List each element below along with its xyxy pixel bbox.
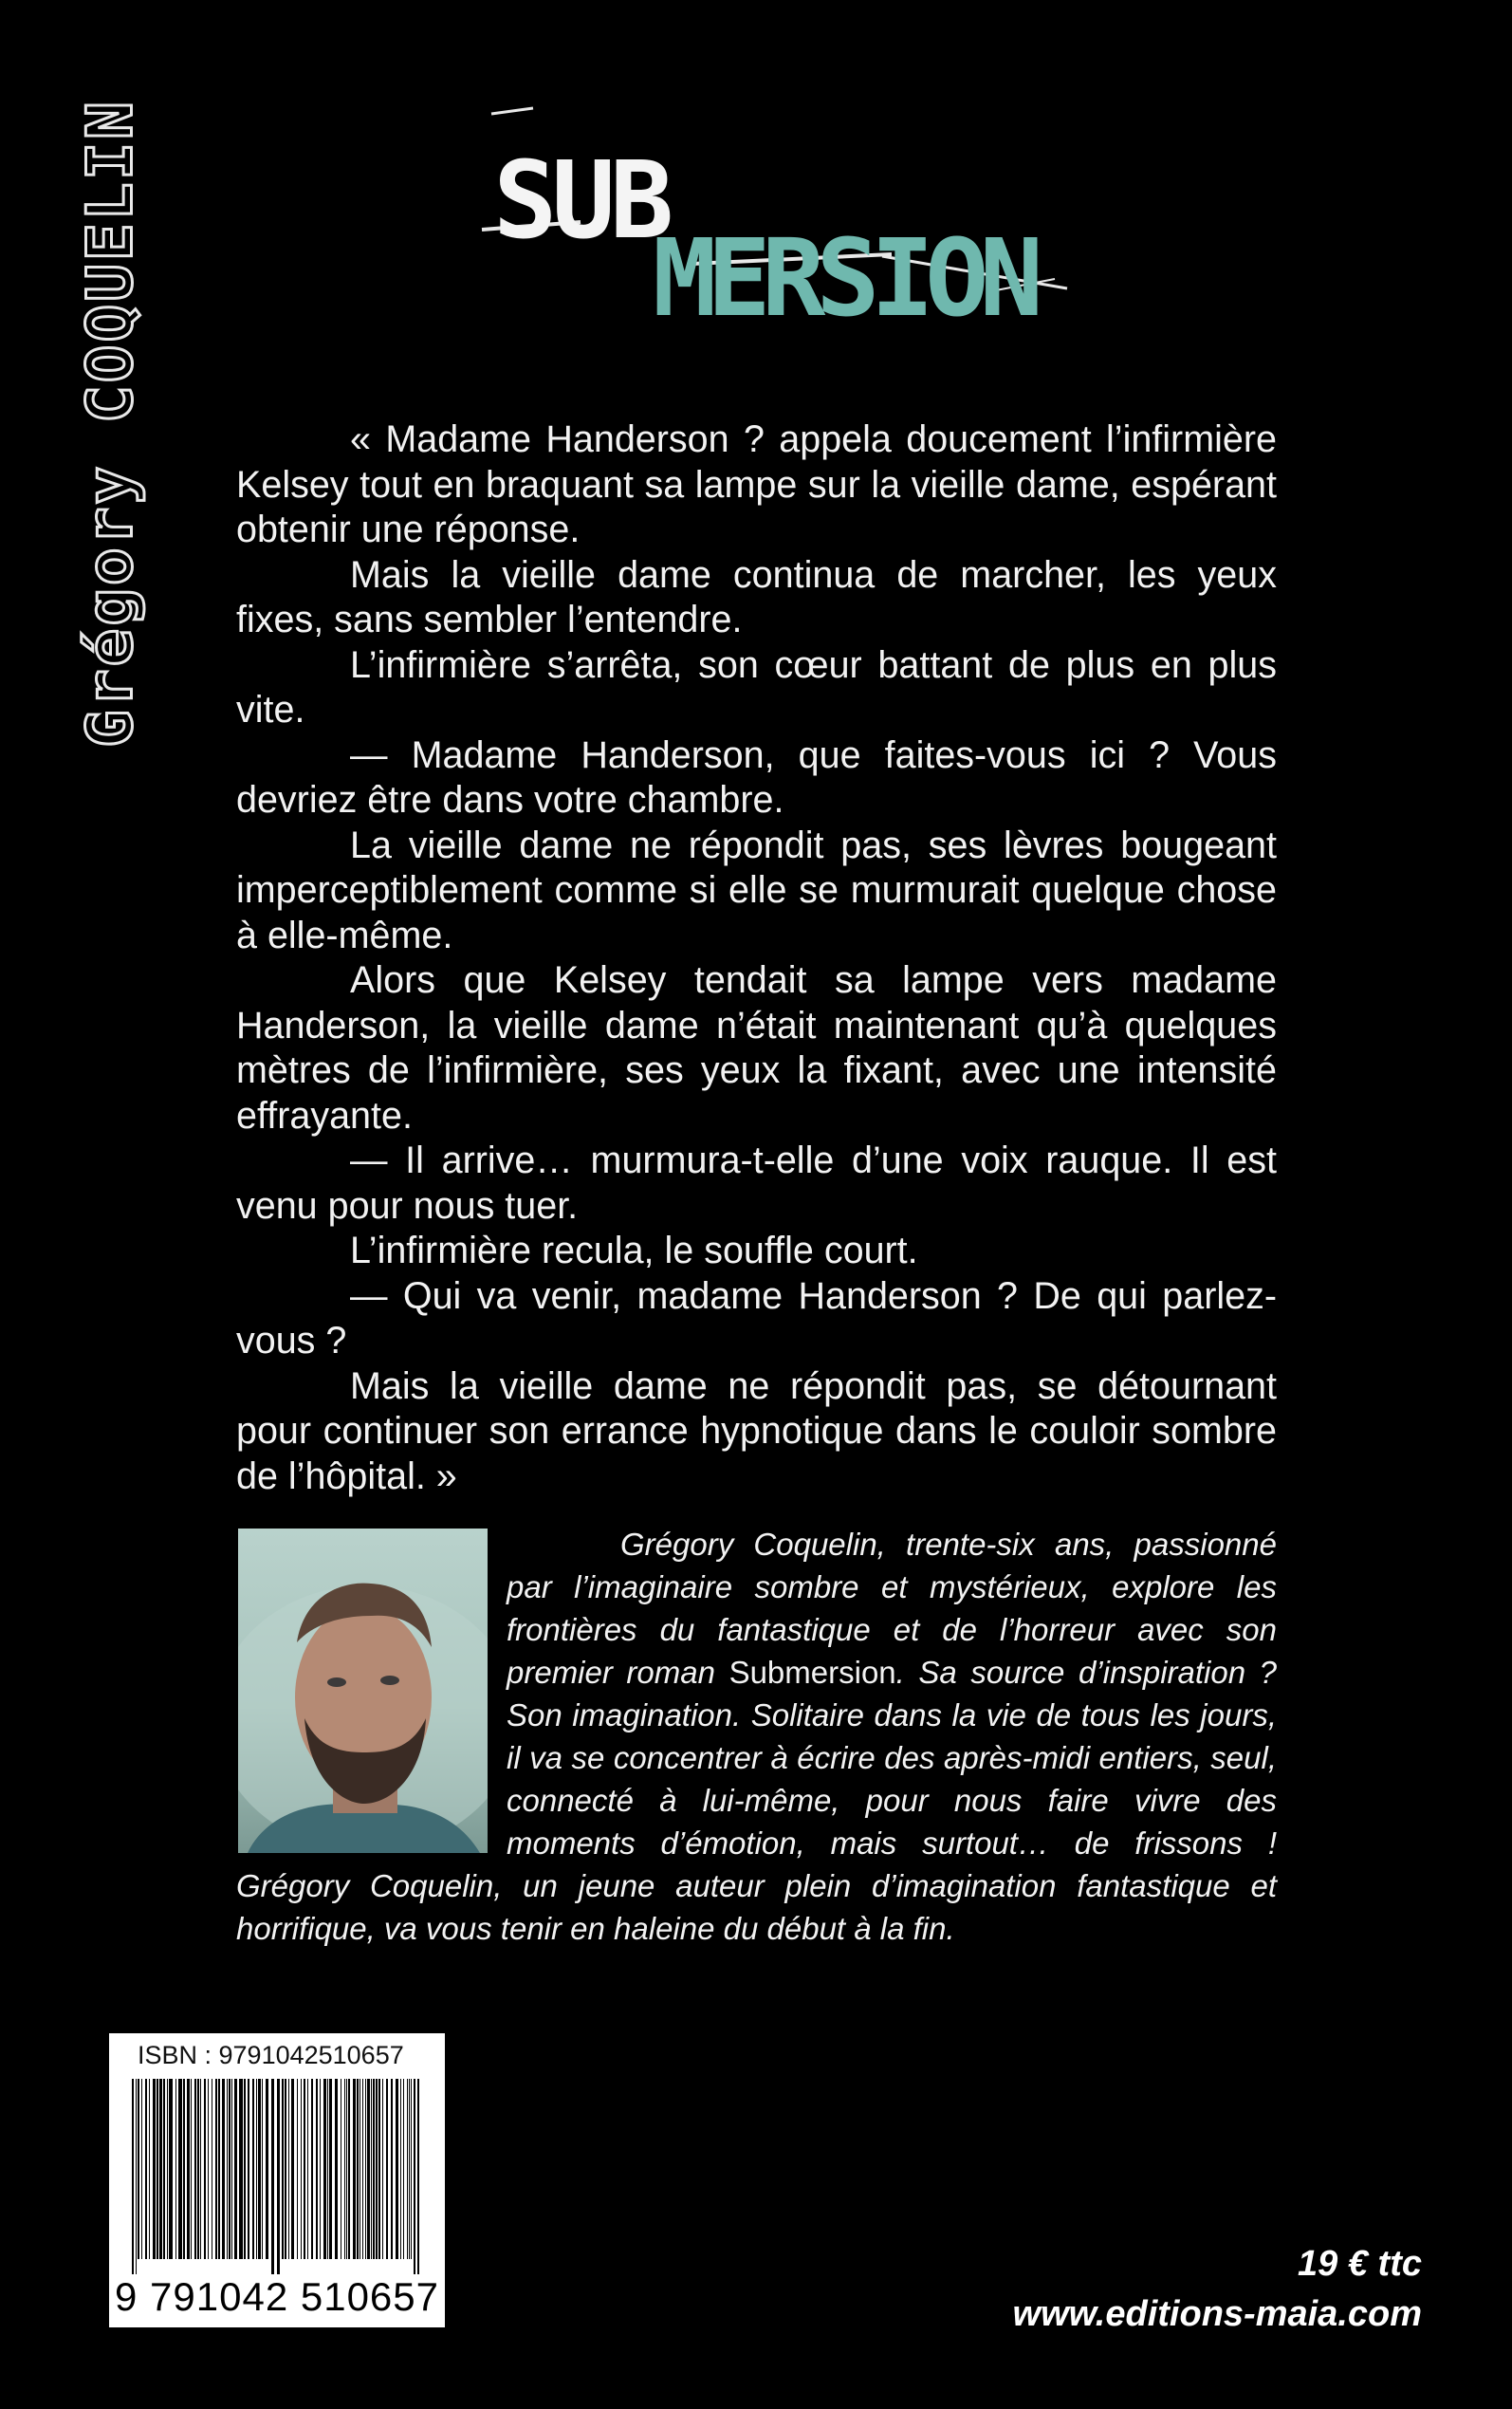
barcode-bar <box>204 2079 206 2259</box>
barcode-bar <box>346 2079 347 2259</box>
excerpt-paragraph: Alors que Kelsey tendait sa lampe vers madame Handerson, la vieille dame n’était maintenant qu’à quelques mètres de l’infirmière, ses yeux la fixant, avec une intensité effrayante. <box>236 959 1277 1137</box>
barcode-bars <box>132 2079 422 2274</box>
barcode-bar <box>409 2079 410 2259</box>
barcode-bar <box>417 2079 419 2274</box>
barcode-bar <box>244 2079 246 2259</box>
excerpt-paragraph: L’infirmière recula, le souffle court. <box>350 1230 918 1271</box>
barcode-bar <box>282 2079 284 2259</box>
barcode-bar <box>153 2079 156 2259</box>
barcode-bar <box>297 2079 298 2259</box>
excerpt-paragraph: Mais la vieille dame ne répondit pas, se détournant pour continuer son errance hypnotique dans le couloir sombre de l’hôpital. » <box>236 1364 1277 1497</box>
barcode-bar <box>239 2079 243 2259</box>
barcode-bar <box>400 2079 401 2259</box>
bio-text-end: . Sa source d’inspiration ? Son imagination. Solitaire dans la vie de tous les jours, il va se concentrer à écrire des après-midi entiers, seul, connecté à lui-même, pour nous faire vivre des moments d’émotion, mais surtout… de frissons ! Grégory Coquelin, un jeune auteur plein d’imagination fantastique et horrifique, va vous tenir en haleine du début à la fin. <box>236 1655 1278 1946</box>
barcode-bar <box>141 2079 142 2259</box>
barcode-bar <box>329 2079 332 2259</box>
barcode-bar <box>371 2079 372 2259</box>
barcode-bar <box>376 2079 378 2259</box>
barcode-bar <box>335 2079 338 2259</box>
barcode-bar <box>285 2079 286 2259</box>
excerpt-paragraph: — Madame Handerson, que faites-vous ici ? Vous devriez être dans votre chambre. <box>236 733 1277 821</box>
barcode-bar <box>327 2079 328 2259</box>
barcode-bar <box>149 2079 150 2259</box>
barcode-bar <box>391 2079 393 2259</box>
title-part-mersion: MERSION <box>653 217 1035 341</box>
barcode-bar <box>367 2079 370 2259</box>
barcode-bar <box>386 2079 388 2259</box>
barcode-bar <box>218 2079 220 2259</box>
barcode-bar <box>208 2079 209 2259</box>
barcode-bar <box>320 2079 321 2259</box>
barcode-bar <box>288 2079 289 2259</box>
barcode-bar <box>373 2079 375 2259</box>
barcode-bar <box>271 2079 274 2274</box>
isbn-barcode <box>109 2033 445 2327</box>
barcode-bar <box>382 2079 383 2259</box>
barcode-bar <box>357 2079 359 2259</box>
barcode-bar <box>200 2079 201 2259</box>
barcode-bar <box>231 2079 232 2259</box>
barcode-digits: 9 791042 510657 <box>115 2274 439 2319</box>
barcode-bar <box>136 2079 137 2274</box>
barcode-bar <box>411 2079 412 2259</box>
barcode-bar <box>175 2079 176 2259</box>
back-cover-excerpt <box>236 417 1277 1499</box>
barcode-bar <box>316 2079 318 2259</box>
barcode-bar <box>414 2079 415 2274</box>
barcode-bar <box>183 2079 185 2259</box>
barcode-bar <box>197 2079 199 2259</box>
barcode-bar <box>353 2079 356 2259</box>
barcode-bar <box>291 2079 294 2259</box>
barcode-bar <box>344 2079 345 2259</box>
excerpt-paragraph: — Qui va venir, madame Handerson ? De qui parlez-vous ? <box>236 1274 1277 1362</box>
barcode-bar <box>227 2079 228 2259</box>
excerpt-paragraph: — Il arrive… murmura-t-elle d’une voix rauque. Il est venu pour nous tuer. <box>236 1140 1277 1227</box>
book-title-logo <box>474 104 1081 351</box>
barcode-bar <box>132 2079 134 2274</box>
price: 19 € ttc <box>1298 2244 1422 2284</box>
barcode-bar <box>323 2079 326 2259</box>
barcode-bar <box>187 2079 190 2259</box>
barcode-bar <box>163 2079 165 2259</box>
barcode-bar <box>365 2079 366 2259</box>
excerpt-paragraph: « Madame Handerson ? appela doucement l’infirmière Kelsey tout en braquant sa lampe sur la vieille dame, espérant obtenir une réponse. <box>236 418 1277 550</box>
bio-book-title: Submersion <box>728 1655 896 1690</box>
barcode-bar <box>229 2079 230 2259</box>
barcode-bar <box>252 2079 254 2259</box>
barcode-bar <box>157 2079 158 2259</box>
barcode-bar <box>348 2079 350 2259</box>
barcode-bar <box>262 2079 263 2259</box>
author-bio <box>236 1523 1277 1950</box>
excerpt-paragraph: Mais la vieille dame continua de marcher, les yeux fixes, sans sembler l’entendre. <box>236 553 1277 640</box>
barcode-bar <box>159 2079 162 2259</box>
barcode-bar <box>234 2079 237 2259</box>
barcode-bar <box>248 2079 249 2259</box>
barcode-bar <box>403 2079 404 2259</box>
barcode-bar <box>301 2079 302 2259</box>
publisher-website[interactable]: www.editions-maia.com <box>1012 2294 1422 2334</box>
barcode-bar <box>169 2079 173 2259</box>
barcode-bar <box>396 2079 398 2259</box>
spine-author-name: Grégory COQUELIN <box>73 99 147 748</box>
barcode-bar <box>178 2079 182 2259</box>
barcode-bar <box>266 2079 268 2259</box>
barcode-bar <box>215 2079 217 2259</box>
title-part-sub: SUB <box>493 139 669 263</box>
excerpt-paragraph: L’infirmière s’arrêta, son cœur battant de plus en plus vite. <box>236 643 1277 731</box>
barcode-bar <box>378 2079 380 2259</box>
barcode-bar <box>138 2079 139 2259</box>
title-scratch <box>491 108 533 114</box>
bio-text-start: Grégory Coquelin, trente-six ans, passionné par l’imaginaire sombre et mystérieux, explore les frontières du fantastique et de l’horreur avec son premier roman <box>507 1527 1277 1690</box>
barcode-bar <box>167 2079 168 2259</box>
barcode-bar <box>362 2079 363 2259</box>
barcode-bar <box>194 2079 196 2259</box>
barcode-bar <box>311 2079 313 2259</box>
barcode-bar <box>145 2079 147 2259</box>
barcode-bar <box>191 2079 192 2259</box>
barcode-bar <box>222 2079 225 2259</box>
barcode-bar <box>258 2079 261 2259</box>
excerpt-paragraph: La vieille dame ne répondit pas, ses lèvres bougeant imperceptiblement comme si elle se murmurait quelque chose à elle-même. <box>236 824 1277 956</box>
isbn-label: ISBN : 9791042510657 <box>138 2041 404 2069</box>
barcode-bar <box>407 2079 408 2259</box>
barcode-bar <box>277 2079 280 2274</box>
barcode-bar <box>307 2079 308 2259</box>
barcode-bar <box>304 2079 305 2259</box>
barcode-bar <box>256 2079 257 2259</box>
